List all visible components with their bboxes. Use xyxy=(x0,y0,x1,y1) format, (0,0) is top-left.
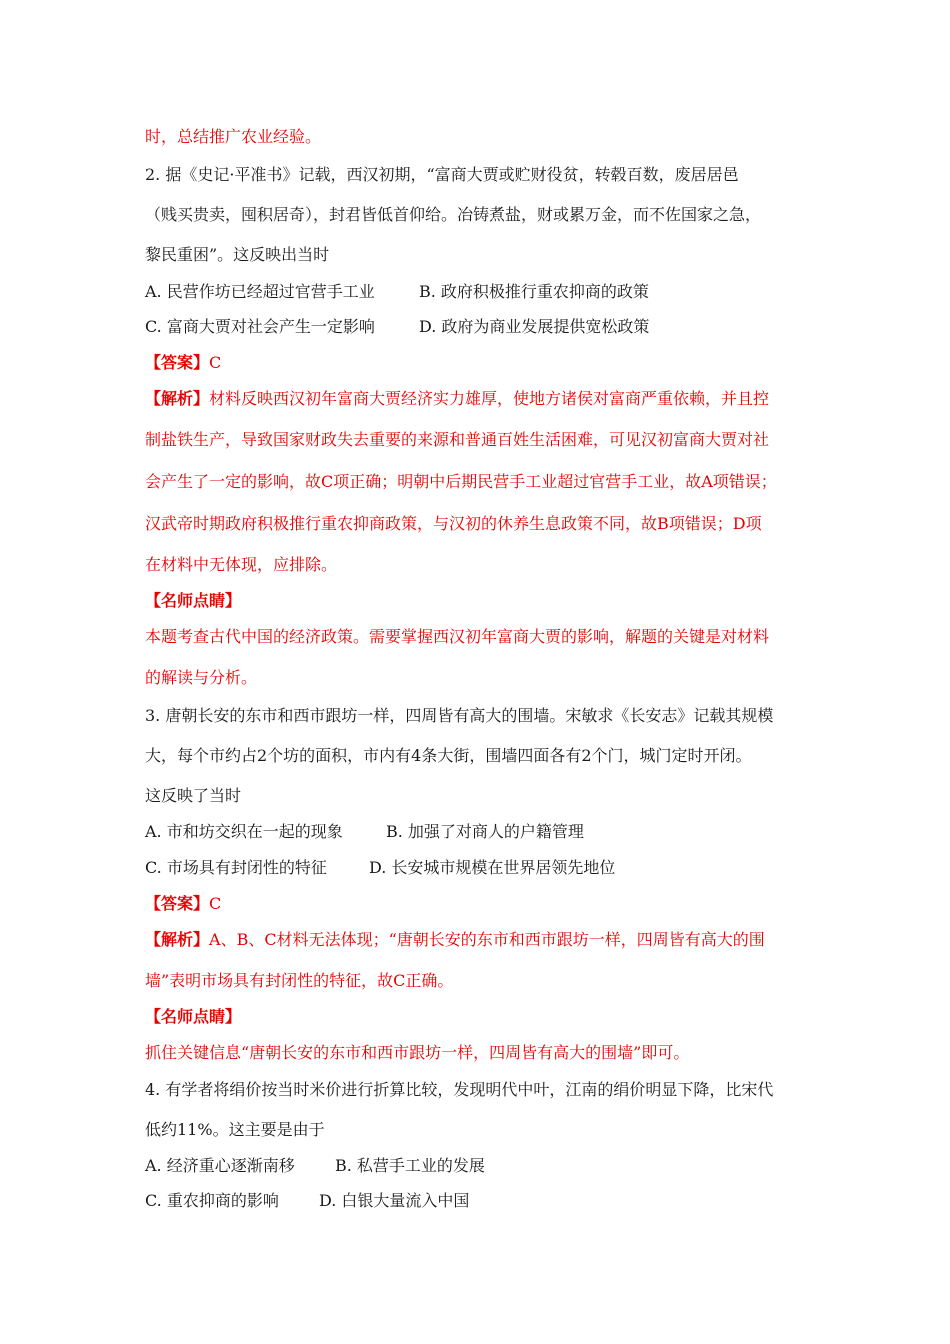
q3-stem-line-3: 这反映了当时 xyxy=(145,786,242,805)
q3-stem-line-1: 3. 唐朝长安的东市和西市跟坊一样，四周皆有高大的围墙。宋敏求《长安志》记载其规模 xyxy=(145,706,774,725)
q3-stem-line-2: 大，每个市约占2个坊的面积，市内有4条大街，围墙四面各有2个门，城门定时开闭。 xyxy=(145,746,752,765)
q3-options-row-2 xyxy=(145,858,615,878)
q2-analysis-text-1: 材料反映西汉初年富商大贾经济实力雄厚，使地方诸侯对富商严重依赖，并且控 xyxy=(209,389,770,408)
q2-stem-line-1: 2. 据《史记·平准书》记载，西汉初期，“富商大贾或贮财役贫，转毂百数，废居居邑 xyxy=(145,165,739,184)
q2-analysis-line-1 xyxy=(145,389,769,409)
q2-tip-tag: 【名师点睛】 xyxy=(145,591,242,610)
q2-option-a: A. 民营作坊已经超过官营手工业 xyxy=(145,282,375,301)
q2-analysis-tag: 【解析】 xyxy=(145,389,210,408)
q4-options-row-2 xyxy=(145,1191,469,1211)
q3-analysis-text-1: A、B、C材料无法体现；“唐朝长安的东市和西市跟坊一样，四周皆有高大的围 xyxy=(209,930,765,949)
q2-options-row-1 xyxy=(145,282,649,302)
q2-option-d: D. 政府为商业发展提供宽松政策 xyxy=(419,317,650,336)
q2-options-row-2 xyxy=(145,317,649,337)
q4-stem-line-1: 4. 有学者将绢价按当时米价进行折算比较，发现明代中叶，江南的绢价明显下降，比宋代 xyxy=(145,1080,774,1099)
q2-tip-line-1: 本题考查古代中国的经济政策。需要掌握西汉初年富商大贾的影响，解题的关键是对材料 xyxy=(145,627,770,646)
q4-options-row-1 xyxy=(145,1156,485,1176)
q4-option-d: D. 白银大量流入中国 xyxy=(319,1191,470,1210)
q2-stem-line-3: 黎民重困”。这反映出当时 xyxy=(145,245,330,264)
q3-option-d: D. 长安城市规模在世界居领先地位 xyxy=(369,858,616,877)
q2-answer xyxy=(145,353,221,373)
q3-answer-tag: 【答案】 xyxy=(145,894,210,913)
q3-option-a: A. 市和坊交织在一起的现象 xyxy=(145,822,343,841)
q4-option-c: C. 重农抑商的影响 xyxy=(145,1191,279,1210)
q2-analysis-line-5: 在材料中无体现，应排除。 xyxy=(145,555,338,574)
q3-answer-value: C xyxy=(209,894,222,913)
q2-stem-line-2: （贱买贵卖，囤积居奇），封君皆低首仰给。冶铸煮盐，财或累万金，而不佐国家之急， xyxy=(145,205,762,224)
q3-tip-line-1: 抓住关键信息“唐朝长安的东市和西市跟坊一样，四周皆有高大的围墙”即可。 xyxy=(145,1043,690,1062)
q3-tip-tag: 【名师点睛】 xyxy=(145,1007,242,1026)
q2-analysis-line-3: 会产生了一定的影响，故C项正确；明朝中后期民营手工业超过官营手工业，故A项错误； xyxy=(145,472,777,491)
q2-tip-line-2: 的解读与分析。 xyxy=(145,668,258,687)
q2-answer-tag: 【答案】 xyxy=(145,353,210,372)
q2-answer-value: C xyxy=(209,353,222,372)
previous-analysis-tail: 时，总结推广农业经验。 xyxy=(145,127,322,146)
q3-option-c: C. 市场具有封闭性的特征 xyxy=(145,858,327,877)
q3-options-row-1 xyxy=(145,822,584,842)
q2-analysis-line-4: 汉武帝时期政府积极推行重农抑商政策，与汉初的休养生息政策不同，故B项错误；D项 xyxy=(145,514,762,533)
q4-stem-line-2: 低约11%。这主要是由于 xyxy=(145,1120,325,1139)
q3-analysis-line-1 xyxy=(145,930,765,950)
q3-answer xyxy=(145,894,221,914)
q2-analysis-line-2: 制盐铁生产，导致国家财政失去重要的来源和普通百姓生活困难，可见汉初富商大贾对社 xyxy=(145,430,770,449)
q2-option-b: B. 政府积极推行重农抑商的政策 xyxy=(419,282,649,301)
q4-option-b: B. 私营手工业的发展 xyxy=(335,1156,485,1175)
q2-option-c: C. 富商大贾对社会产生一定影响 xyxy=(145,317,375,336)
q3-option-b: B. 加强了对商人的户籍管理 xyxy=(386,822,584,841)
q4-option-a: A. 经济重心逐渐南移 xyxy=(145,1156,295,1175)
q3-analysis-line-2: 墙”表明市场具有封闭性的特征，故C正确。 xyxy=(145,971,454,990)
q3-analysis-tag: 【解析】 xyxy=(145,930,210,949)
